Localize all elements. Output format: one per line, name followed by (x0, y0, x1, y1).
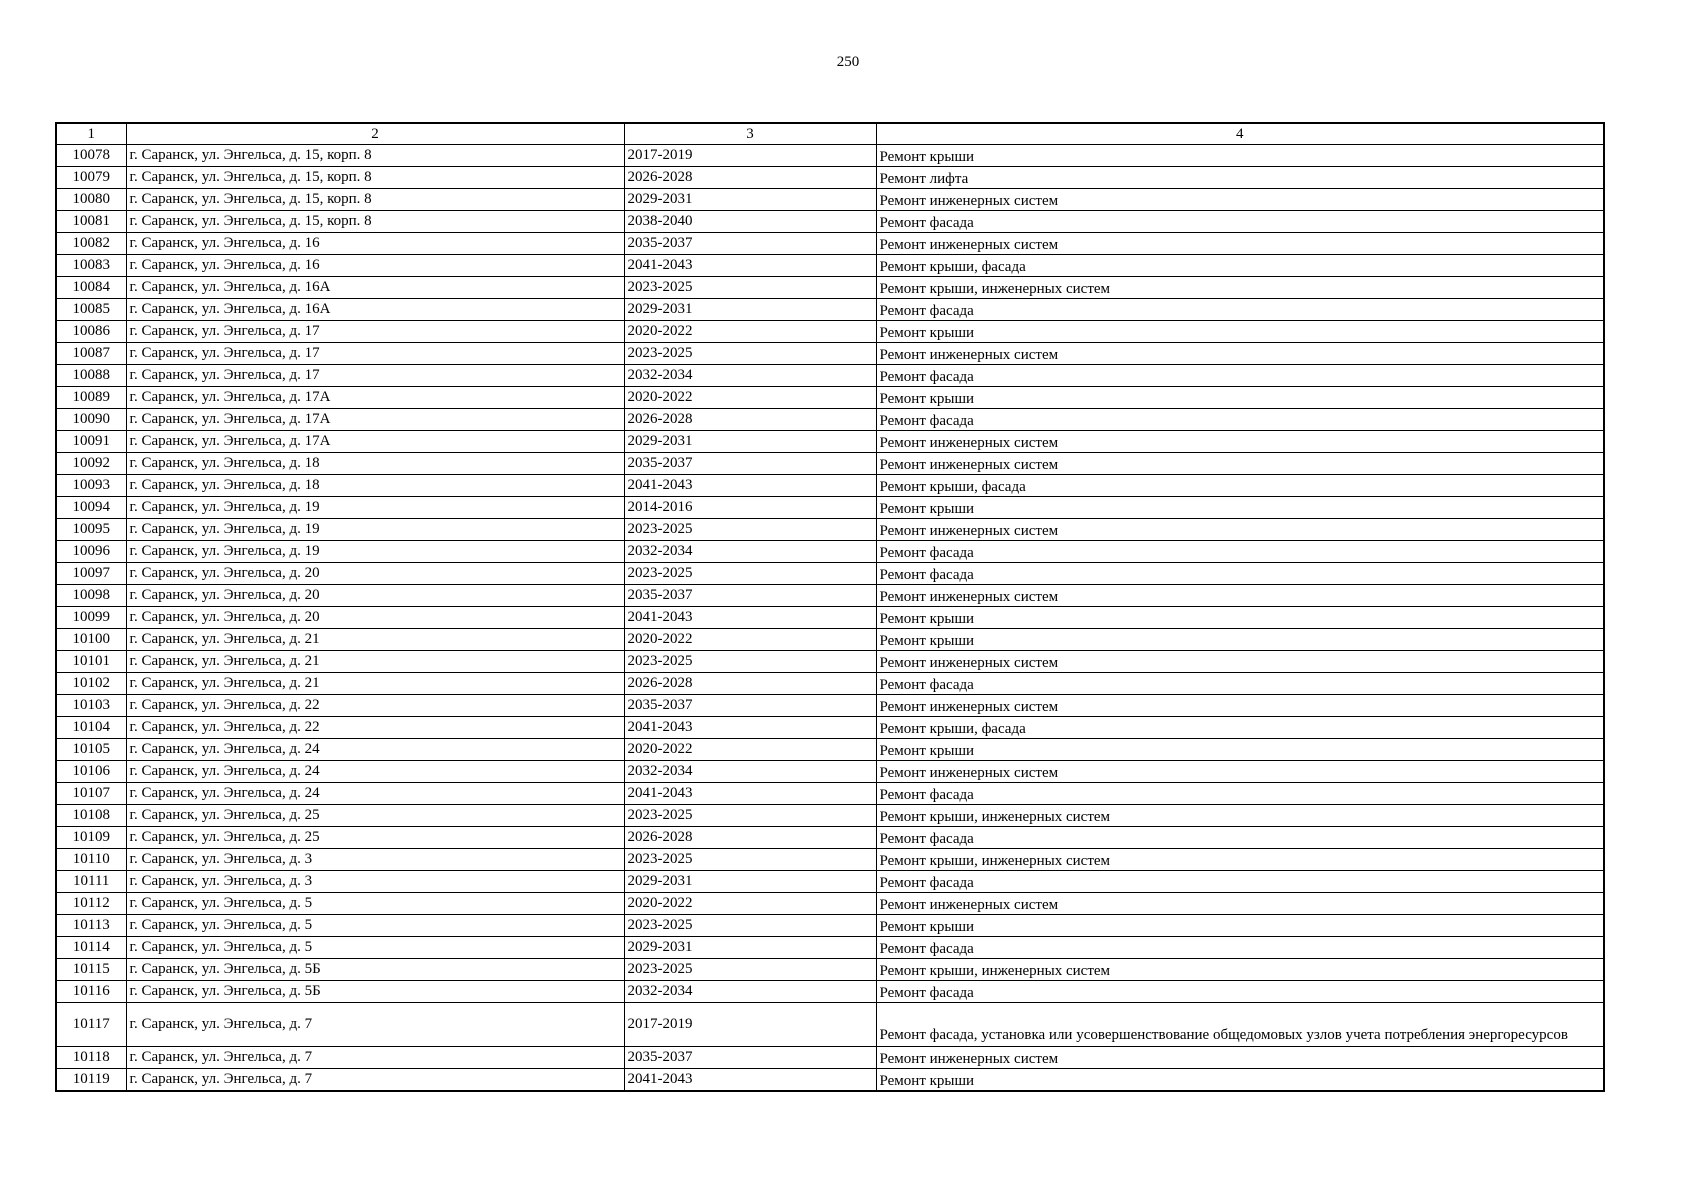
address-cell: г. Саранск, ул. Энгельса, д. 15, корп. 8 (126, 167, 624, 189)
address-cell: г. Саранск, ул. Энгельса, д. 3 (126, 871, 624, 893)
work-type-cell: Ремонт фасада (876, 211, 1604, 233)
row-number-cell: 10084 (56, 277, 126, 299)
table-row (56, 827, 1604, 849)
address-cell: г. Саранск, ул. Энгельса, д. 16А (126, 299, 624, 321)
period-cell: 2038-2040 (624, 211, 876, 233)
work-type-cell: Ремонт инженерных систем (876, 651, 1604, 673)
table-row (56, 541, 1604, 563)
period-cell: 2023-2025 (624, 563, 876, 585)
work-type-cell: Ремонт фасада (876, 673, 1604, 695)
address-cell: г. Саранск, ул. Энгельса, д. 19 (126, 519, 624, 541)
table-row (56, 365, 1604, 387)
row-number-cell: 10088 (56, 365, 126, 387)
table-row (56, 805, 1604, 827)
row-number-cell: 10112 (56, 893, 126, 915)
work-type-cell: Ремонт фасада (876, 365, 1604, 387)
row-number-cell: 10081 (56, 211, 126, 233)
row-number-cell: 10095 (56, 519, 126, 541)
address-cell: г. Саранск, ул. Энгельса, д. 5 (126, 893, 624, 915)
work-type-cell: Ремонт инженерных систем (876, 431, 1604, 453)
period-cell: 2035-2037 (624, 585, 876, 607)
period-cell: 2020-2022 (624, 321, 876, 343)
address-cell: г. Саранск, ул. Энгельса, д. 16 (126, 255, 624, 277)
row-number-cell: 10110 (56, 849, 126, 871)
period-cell: 2041-2043 (624, 255, 876, 277)
work-type-cell: Ремонт фасада (876, 981, 1604, 1003)
address-cell: г. Саранск, ул. Энгельса, д. 5 (126, 915, 624, 937)
row-number-cell: 10090 (56, 409, 126, 431)
row-number-cell: 10086 (56, 321, 126, 343)
work-type-cell: Ремонт фасада, установка или усовершенствование общедомовых узлов учета потребления энергоресурсов (876, 1003, 1604, 1047)
column-header-4: 4 (876, 123, 1604, 145)
work-type-cell: Ремонт крыши (876, 915, 1604, 937)
row-number-cell: 10099 (56, 607, 126, 629)
work-type-cell: Ремонт инженерных систем (876, 189, 1604, 211)
period-cell: 2020-2022 (624, 629, 876, 651)
page-number: 250 (836, 54, 860, 70)
address-cell: г. Саранск, ул. Энгельса, д. 21 (126, 651, 624, 673)
table-row (56, 387, 1604, 409)
address-cell: г. Саранск, ул. Энгельса, д. 17А (126, 387, 624, 409)
period-cell: 2029-2031 (624, 937, 876, 959)
work-type-cell: Ремонт крыши (876, 321, 1604, 343)
table-row (56, 409, 1604, 431)
work-type-cell: Ремонт крыши, инженерных систем (876, 805, 1604, 827)
table-row (56, 673, 1604, 695)
period-cell: 2029-2031 (624, 871, 876, 893)
period-cell: 2026-2028 (624, 409, 876, 431)
work-type-cell: Ремонт крыши (876, 607, 1604, 629)
work-type-cell: Ремонт фасада (876, 783, 1604, 805)
table-header-row (56, 123, 1604, 145)
work-type-cell: Ремонт фасада (876, 871, 1604, 893)
row-number-cell: 10113 (56, 915, 126, 937)
table-row (56, 497, 1604, 519)
address-cell: г. Саранск, ул. Энгельса, д. 20 (126, 563, 624, 585)
address-cell: г. Саранск, ул. Энгельса, д. 3 (126, 849, 624, 871)
table-row (56, 695, 1604, 717)
address-cell: г. Саранск, ул. Энгельса, д. 17 (126, 343, 624, 365)
period-cell: 2020-2022 (624, 893, 876, 915)
work-type-cell: Ремонт фасада (876, 937, 1604, 959)
period-cell: 2041-2043 (624, 475, 876, 497)
table-row (56, 1069, 1604, 1092)
column-header-3: 3 (624, 123, 876, 145)
row-number-cell: 10100 (56, 629, 126, 651)
table-row (56, 761, 1604, 783)
table-row (56, 431, 1604, 453)
row-number-cell: 10097 (56, 563, 126, 585)
period-cell: 2029-2031 (624, 299, 876, 321)
period-cell: 2032-2034 (624, 761, 876, 783)
work-type-cell: Ремонт крыши (876, 1069, 1604, 1092)
work-type-cell: Ремонт крыши, фасада (876, 255, 1604, 277)
column-header-2: 2 (126, 123, 624, 145)
row-number-cell: 10079 (56, 167, 126, 189)
table-row (56, 783, 1604, 805)
table-row (56, 343, 1604, 365)
table-row (56, 981, 1604, 1003)
work-type-cell: Ремонт инженерных систем (876, 343, 1604, 365)
row-number-cell: 10091 (56, 431, 126, 453)
period-cell: 2017-2019 (624, 145, 876, 167)
address-cell: г. Саранск, ул. Энгельса, д. 24 (126, 739, 624, 761)
table-row (56, 299, 1604, 321)
row-number-cell: 10119 (56, 1069, 126, 1092)
address-cell: г. Саранск, ул. Энгельса, д. 17 (126, 321, 624, 343)
address-cell: г. Саранск, ул. Энгельса, д. 5 (126, 937, 624, 959)
row-number-cell: 10078 (56, 145, 126, 167)
address-cell: г. Саранск, ул. Энгельса, д. 16 (126, 233, 624, 255)
table-row (56, 167, 1604, 189)
table-body (56, 145, 1604, 1092)
period-cell: 2035-2037 (624, 233, 876, 255)
period-cell: 2023-2025 (624, 849, 876, 871)
work-type-cell: Ремонт фасада (876, 299, 1604, 321)
work-type-cell: Ремонт инженерных систем (876, 233, 1604, 255)
period-cell: 2023-2025 (624, 343, 876, 365)
table-row (56, 871, 1604, 893)
address-cell: г. Саранск, ул. Энгельса, д. 5Б (126, 959, 624, 981)
work-type-cell: Ремонт инженерных систем (876, 453, 1604, 475)
row-number-cell: 10116 (56, 981, 126, 1003)
work-type-cell: Ремонт крыши (876, 387, 1604, 409)
row-number-cell: 10108 (56, 805, 126, 827)
address-cell: г. Саранск, ул. Энгельса, д. 21 (126, 629, 624, 651)
table-row (56, 959, 1604, 981)
work-type-cell: Ремонт крыши, фасада (876, 475, 1604, 497)
row-number-cell: 10094 (56, 497, 126, 519)
period-cell: 2023-2025 (624, 277, 876, 299)
row-number-cell: 10102 (56, 673, 126, 695)
table-row (56, 189, 1604, 211)
period-cell: 2017-2019 (624, 1003, 876, 1047)
column-header-1: 1 (56, 123, 126, 145)
period-cell: 2020-2022 (624, 739, 876, 761)
address-cell: г. Саранск, ул. Энгельса, д. 17А (126, 431, 624, 453)
period-cell: 2026-2028 (624, 673, 876, 695)
period-cell: 2032-2034 (624, 981, 876, 1003)
address-cell: г. Саранск, ул. Энгельса, д. 7 (126, 1069, 624, 1092)
address-cell: г. Саранск, ул. Энгельса, д. 25 (126, 827, 624, 849)
row-number-cell: 10093 (56, 475, 126, 497)
address-cell: г. Саранск, ул. Энгельса, д. 15, корп. 8 (126, 211, 624, 233)
table-row (56, 893, 1604, 915)
table-row (56, 585, 1604, 607)
row-number-cell: 10083 (56, 255, 126, 277)
work-type-cell: Ремонт фасада (876, 563, 1604, 585)
address-cell: г. Саранск, ул. Энгельса, д. 15, корп. 8 (126, 189, 624, 211)
period-cell: 2026-2028 (624, 167, 876, 189)
row-number-cell: 10107 (56, 783, 126, 805)
table-row (56, 475, 1604, 497)
address-cell: г. Саранск, ул. Энгельса, д. 20 (126, 607, 624, 629)
address-cell: г. Саранск, ул. Энгельса, д. 24 (126, 783, 624, 805)
row-number-cell: 10114 (56, 937, 126, 959)
table-row (56, 255, 1604, 277)
work-type-cell: Ремонт фасада (876, 827, 1604, 849)
work-type-cell: Ремонт крыши (876, 739, 1604, 761)
table-row (56, 915, 1604, 937)
work-type-cell: Ремонт инженерных систем (876, 519, 1604, 541)
row-number-cell: 10115 (56, 959, 126, 981)
work-type-cell: Ремонт инженерных систем (876, 893, 1604, 915)
period-cell: 2023-2025 (624, 915, 876, 937)
table-row (56, 651, 1604, 673)
address-cell: г. Саранск, ул. Энгельса, д. 22 (126, 695, 624, 717)
address-cell: г. Саранск, ул. Энгельса, д. 21 (126, 673, 624, 695)
period-cell: 2029-2031 (624, 431, 876, 453)
table-row (56, 211, 1604, 233)
address-cell: г. Саранск, ул. Энгельса, д. 7 (126, 1003, 624, 1047)
row-number-cell: 10096 (56, 541, 126, 563)
period-cell: 2023-2025 (624, 805, 876, 827)
table-row (56, 717, 1604, 739)
table-row (56, 277, 1604, 299)
table-row (56, 453, 1604, 475)
address-cell: г. Саранск, ул. Энгельса, д. 15, корп. 8 (126, 145, 624, 167)
work-type-cell: Ремонт крыши, инженерных систем (876, 959, 1604, 981)
work-type-cell: Ремонт инженерных систем (876, 695, 1604, 717)
address-cell: г. Саранск, ул. Энгельса, д. 18 (126, 453, 624, 475)
address-cell: г. Саранск, ул. Энгельса, д. 24 (126, 761, 624, 783)
row-number-cell: 10117 (56, 1003, 126, 1047)
repair-schedule-table (55, 122, 1605, 1092)
work-type-cell: Ремонт инженерных систем (876, 585, 1604, 607)
address-cell: г. Саранск, ул. Энгельса, д. 5Б (126, 981, 624, 1003)
row-number-cell: 10098 (56, 585, 126, 607)
table-row (56, 145, 1604, 167)
period-cell: 2041-2043 (624, 783, 876, 805)
period-cell: 2041-2043 (624, 1069, 876, 1092)
period-cell: 2023-2025 (624, 651, 876, 673)
table-row (56, 519, 1604, 541)
table-row (56, 629, 1604, 651)
address-cell: г. Саранск, ул. Энгельса, д. 17 (126, 365, 624, 387)
period-cell: 2023-2025 (624, 959, 876, 981)
period-cell: 2035-2037 (624, 695, 876, 717)
work-type-cell: Ремонт крыши (876, 145, 1604, 167)
row-number-cell: 10080 (56, 189, 126, 211)
address-cell: г. Саранск, ул. Энгельса, д. 16А (126, 277, 624, 299)
work-type-cell: Ремонт крыши, фасада (876, 717, 1604, 739)
work-type-cell: Ремонт крыши (876, 497, 1604, 519)
period-cell: 2023-2025 (624, 519, 876, 541)
table-row (56, 849, 1604, 871)
row-number-cell: 10105 (56, 739, 126, 761)
period-cell: 2032-2034 (624, 541, 876, 563)
row-number-cell: 10087 (56, 343, 126, 365)
period-cell: 2035-2037 (624, 1047, 876, 1069)
address-cell: г. Саранск, ул. Энгельса, д. 19 (126, 497, 624, 519)
table-row (56, 321, 1604, 343)
table-row (56, 739, 1604, 761)
address-cell: г. Саранск, ул. Энгельса, д. 22 (126, 717, 624, 739)
table-row (56, 937, 1604, 959)
table-row (56, 233, 1604, 255)
period-cell: 2041-2043 (624, 717, 876, 739)
work-type-cell: Ремонт фасада (876, 541, 1604, 563)
row-number-cell: 10092 (56, 453, 126, 475)
table-row (56, 607, 1604, 629)
row-number-cell: 10104 (56, 717, 126, 739)
address-cell: г. Саранск, ул. Энгельса, д. 25 (126, 805, 624, 827)
work-type-cell: Ремонт крыши, инженерных систем (876, 849, 1604, 871)
work-type-cell: Ремонт инженерных систем (876, 1047, 1604, 1069)
table-row (56, 563, 1604, 585)
address-cell: г. Саранск, ул. Энгельса, д. 20 (126, 585, 624, 607)
row-number-cell: 10089 (56, 387, 126, 409)
table-row (56, 1003, 1604, 1047)
period-cell: 2029-2031 (624, 189, 876, 211)
table-row (56, 1047, 1604, 1069)
work-type-cell: Ремонт фасада (876, 409, 1604, 431)
address-cell: г. Саранск, ул. Энгельса, д. 17А (126, 409, 624, 431)
row-number-cell: 10082 (56, 233, 126, 255)
row-number-cell: 10106 (56, 761, 126, 783)
period-cell: 2041-2043 (624, 607, 876, 629)
period-cell: 2026-2028 (624, 827, 876, 849)
work-type-cell: Ремонт крыши (876, 629, 1604, 651)
address-cell: г. Саранск, ул. Энгельса, д. 18 (126, 475, 624, 497)
address-cell: г. Саранск, ул. Энгельса, д. 19 (126, 541, 624, 563)
address-cell: г. Саранск, ул. Энгельса, д. 7 (126, 1047, 624, 1069)
period-cell: 2032-2034 (624, 365, 876, 387)
period-cell: 2014-2016 (624, 497, 876, 519)
work-type-cell: Ремонт крыши, инженерных систем (876, 277, 1604, 299)
row-number-cell: 10103 (56, 695, 126, 717)
period-cell: 2035-2037 (624, 453, 876, 475)
row-number-cell: 10109 (56, 827, 126, 849)
row-number-cell: 10101 (56, 651, 126, 673)
work-type-cell: Ремонт лифта (876, 167, 1604, 189)
row-number-cell: 10085 (56, 299, 126, 321)
row-number-cell: 10111 (56, 871, 126, 893)
row-number-cell: 10118 (56, 1047, 126, 1069)
period-cell: 2020-2022 (624, 387, 876, 409)
work-type-cell: Ремонт инженерных систем (876, 761, 1604, 783)
